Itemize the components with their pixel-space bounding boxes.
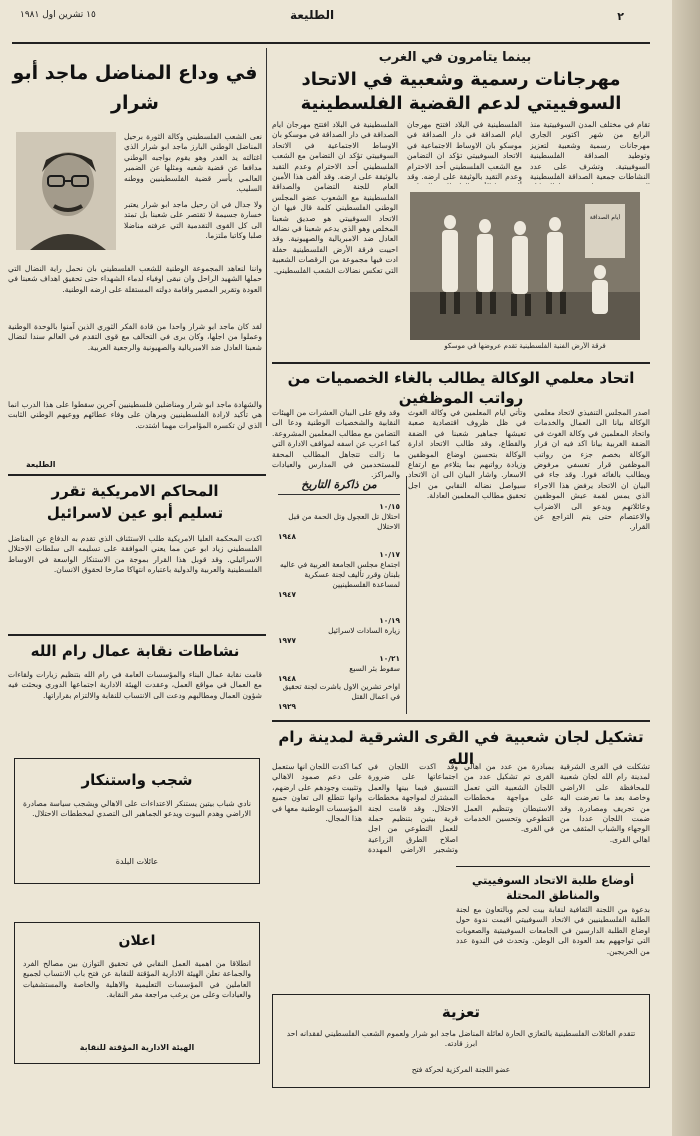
teachers-top-rule bbox=[272, 362, 650, 364]
paper-name: الطليعة bbox=[290, 8, 335, 22]
farewell-p2: ولا جدال في ان رحيل ماجد ابو شرار يعتبر خسارة جسيمة لا تقتصر على شعبنا بل تمتد الى كل القوى التقدمية التي عرفته مناضلا صلبا وكاتبا ملتزما. bbox=[124, 200, 262, 241]
history-date-4: ١٠/٢١ bbox=[379, 654, 400, 663]
condolence-signature: عضو اللجنة المركزية لحركة فتح bbox=[411, 1065, 511, 1074]
teachers-col3: وقد وقع على البيان العشرات من الهيئات النقابية والشخصيات الوطنية ودعا الى التضامن مع مطالب المعلمين المشروعة. كما اعرب عن اسفه لمواقف الادارة التي ما زالت تتجاهل المطالب المحقة للمستخدمين في المدارس والعيادات والمراكز. bbox=[272, 408, 400, 480]
union-top-rule bbox=[8, 634, 266, 636]
history-date-2: ١٠/١٧ bbox=[379, 550, 400, 559]
history-date-3: ١٠/١٩ bbox=[379, 616, 400, 625]
farewell-p3: واننا لنعاهد المجموعة الوطنية للشعب الفلسطيني بان نحمل راية النضال التي حملها الشهيد الراحل وان نبقى اوفياء لدماء الشهداء حتى تحقيق اهداف شعبنا في العودة وتقرير المصير واقامة دولته المستقلة على ارضه الوطنية. bbox=[8, 264, 262, 294]
courts-text: اكدت المحكمة العليا الامريكية طلب الاستئناف الذي تقدم به الدفاع عن المناضل الفلسطيني زياد ابو عين مما يعني الموافقة على تسليمه الى سلطات الاحتلال الاسرائيلي. وقد قوبل هذا القرار بموجة من الاستنكار الواسعة في الاوساط الفلسطينية والعربية والدولية باعتباره انتهاكا صارخا لحقوق الانسان. bbox=[8, 534, 262, 575]
condolence-headline: تعزية bbox=[441, 1003, 481, 1021]
issue-date: ١٥ تشرين أول ١٩٨١ bbox=[20, 10, 96, 20]
announcement-box bbox=[14, 922, 260, 1064]
portrait-illustration bbox=[16, 132, 116, 250]
committees-article bbox=[272, 726, 650, 856]
students-headline: أوضاع طلبة الاتحاد السوفييتي والمناطق المحتلة bbox=[472, 874, 634, 902]
history-date-1: ١٠/١٥ bbox=[379, 502, 400, 511]
committees-top-rule bbox=[272, 720, 650, 722]
committees-col2: بمبادرة من عدد من اهالي القرى تم تشكيل عدد من اللجان الشعبية التي تعمل على مواجهة مخططات الاستيطان وتنظيم العمل التطوعي وتحسين الخدمات في القرى. bbox=[464, 762, 554, 834]
union-headline: نشاطات نقابة عمال رام الله bbox=[30, 642, 240, 660]
teachers-headline: اتحاد معلمي الوكالة يطالب بالغاء الخصميات من رواتب الموظفين bbox=[287, 369, 635, 407]
festival-col1: تقام في مختلف المدن السوفييتية منذ الرابع من شهر اكتوبر الجاري مهرجانات رسمية وشعبية لتعزيز وتوطيد الصداقة الفلسطينية السوفييتية. وتشرف على عدد النشاطات جمعية الصداقة الفلسطينية bbox=[530, 120, 650, 182]
courts-headline: المحاكم الامريكية تقرر تسليم أبو عين لاسرائيل bbox=[46, 482, 224, 522]
photo-sign bbox=[585, 204, 625, 258]
history-year-4: ١٩٤٨ bbox=[278, 674, 297, 683]
history-entry-3 bbox=[278, 616, 400, 646]
condolence-text: تتقدم العائلات الفلسطينية بالتعازي الحارة لعائلة المناضل ماجد ابو شرار ولعموم الشعب الفلسطيني لفقدانه احد ابرز قادته. bbox=[286, 1029, 636, 1049]
farewell-p5: والشهادة ماجد ابو شرار ومناضلين فلسطينيين آخرين سقطوا على هذا الدرب انما هي تأكيد لارادة الفلسطينيين وبرهان على وفاء عطائهم ووعيهم الوطني الثابت الذي لن تكسره المؤامرات مهما اشتدت. bbox=[8, 400, 262, 430]
students-text: بدعوة من اللجنة الثقافية لنقابة بيت لحم وبالتعاون مع لجنة الطلبة الفلسطينيين في الاتحاد السوفييتي اقيمت ندوة حول اوضاع الطلبة الدارسين في الجامعات السوفييتية والصعوبات التي تواجههم بعد العودة الى الوطن. وتحدث في الندوة عدد من الخريجين. bbox=[456, 905, 650, 956]
page-header bbox=[0, 0, 672, 44]
festival-col3: الفلسطينية في البلاد افتتح مهرجان ايام الصداقة في دار الصداقة في موسكو بان الاوساط الاجتماعية في الاتحاد السوفييتي تؤكد ان التضامن مع الشعب الفلسطيني أحد الاحترام وعدم التقيد بالوثيقة على ارضه. وقد ألقى هذا الأمين العام للجنة التضامن والصداقة الفلسطينية مع الشعوب عضو المجلس الوطني الفلسطيني كلمة قال فيها ان الاتحاد السوفييتي هو صديق شعبنا المخلص وهو الذي يدعم شعبنا في نضاله العادل ضد الامبريالية والصهيونية. وقد احييت فرقة الأرض الفلسطينية حفلة ادت فيها مجموعة من الرقصات الشعبية التي تعكس نضالات الشعب الفلسطيني. bbox=[272, 120, 398, 275]
history-entry-1 bbox=[278, 502, 400, 542]
farewell-p1: نعى الشعب الفلسطيني وكالة الثورة برحيل المناضل الوطني البارز ماجد ابو شرار الذي اغتالته يد الغدر وهو يقوم بواجبه الوطني مدافعا عن قضية شعبه ومثلها عن الضمير العالمي يأسر قضية الفلسطينيين ووطنه السليب. bbox=[124, 132, 262, 194]
history-year-2: ١٩٤٧ bbox=[278, 590, 297, 599]
condemnation-box bbox=[14, 758, 260, 884]
festival-photo-sign: أيام الصداقة bbox=[589, 214, 621, 221]
condemnation-signature: عائلات البلدة bbox=[115, 857, 159, 866]
farewell-article bbox=[8, 50, 262, 480]
history-year-5: ١٩٢٩ bbox=[278, 702, 297, 711]
festival-caption: فرقة الأرض الفنية الفلسطينية تقدم عروضها في موسكو bbox=[444, 342, 606, 350]
committees-col1: تشكلت في القرى الشرقية لمدينة رام الله لجان شعبية للمحافظة على الاراضي وخاصة بعد ما تعرضت اليه من تجريف ومصادرة. وقد ضمت اللجان عددا من الوجهاء والشباب المثقف من اهالي القرى. bbox=[560, 762, 650, 844]
history-year-1: ١٩٤٨ bbox=[278, 532, 297, 541]
farewell-signature: الطليعة bbox=[26, 460, 56, 469]
committees-col3: وقد اكدت اللجان في اجتماعاتها على ضرورة التنسيق فيما بينها والعمل المشترك لمواجهة مخططات الاحتلال. وقد قامت لجنة قرية بيتين بتنظيم حملة للعمل التطوعي من اجل اصلاح الطرق الزراعية وتشجير الاراضي المهددة bbox=[368, 762, 458, 855]
page-binding-edge bbox=[672, 0, 700, 1136]
history-box bbox=[272, 476, 407, 714]
announcement-text: انطلاقا من اهمية العمل النقابي في تحقيق التوازن بين مصالح الفرد والجماعة تعلن الهيئة الادارية المؤقتة للنقابة عن فتح باب الانتساب لجميع العاملين في المؤسسات التعليمية والاهلية والخاصة والمستشفيات والعيادات وعلى من يرغب مراجعة مقر النقابة. bbox=[23, 959, 251, 1000]
teachers-col1: اصدر المجلس التنفيذي لاتحاد معلمي الوكالة بيانا الى العمال والخدمات واتحاد المعلمين في وكالة الغوث في الضفة الغربية بيانا اكد فيه ان قرار الوكالة بخصم جزء من رواتب الموظفين قرار تعسفي مرفوض ويطالب بالغائه فورا. وقد جاء في البيان ان الاتحاد يرفض هذا الاجراء الذي يمس لقمة عيش الموظفين وعائلاتهم ويدعو الى الاضراب والاعتصام حتى يتم التراجع عن القرار. bbox=[534, 408, 650, 532]
festival-headline: مهرجانات رسمية وشعبية في الاتحاد السوفييتي لدعم القضية الفلسطينية bbox=[300, 69, 622, 114]
history-year-3: ١٩٧٧ bbox=[278, 636, 297, 645]
history-text-4: سقوط بئر السبع bbox=[349, 664, 400, 673]
courts-article bbox=[8, 480, 262, 628]
festival-col2: الفلسطينية في البلاد افتتح مهرجان ايام الصداقة في دار الصداقة في موسكو بان الاوساط الاجتماعية في الاتحاد السوفييتي تؤكد ان التضامن مع الشعب الفلسطيني أحد الاحترام وعدم التقيد بالوثيقة على ارضه. وقد bbox=[407, 120, 522, 182]
farewell-p4: لقد كان ماجد ابو شرار واحدا من قادة الفكر الثوري الذين آمنوا بالوحدة الوطنية وعملوا من اجلها، وكان يرى في التحالف مع قوى التقدم في العالم سندا لنضال شعبنا العادل ضد الامبريالية والصهيونية والرجعية العربية. bbox=[8, 322, 262, 352]
history-text-1: احتلال تل العجول وتل الحمة من قبل الاحتلال bbox=[288, 512, 400, 531]
page-number: ٢ bbox=[617, 10, 624, 23]
teachers-col2: وتأتي ايام المعلمين في وكالة الغوث في ظل ظروف اقتصادية صعبة تعيشها جماهير شعبنا في الضفة والقطاع، وقد طالب الاتحاد ادارة الوكالة بتحسين اوضاع الموظفين وزيادة رواتبهم بما يتلاءم مع ارتفاع الاسعار. واشار البيان الى ان الاتحاد سيواصل نضاله النقابي من اجل تحقيق مطالب المعلمين العادلة. bbox=[408, 408, 526, 501]
history-entry-2 bbox=[278, 550, 400, 600]
committees-col4: كما اكدت اللجان انها ستعمل على دعم صمود الاهالي وتثبيت وجودهم على ارضهم، وانها تتطلع الى تعاون جميع المؤسسات الوطنية معها في هذا المجال. bbox=[272, 762, 362, 824]
header-rule bbox=[12, 42, 650, 44]
history-headline: من ذاكرة التاريخ bbox=[278, 478, 400, 495]
union-text: قامت نقابة عمال البناء والمؤسسات العامة في رام الله بتنظيم زيارات ولقاءات مع العمال في مواقع العمل، وعقدت الهيئة الادارية اجتماعها الدوري وبحثت فيه شؤون العمال ومطالبهم ودعت الى الانتساب للنقابة والالتزام بقراراتها. bbox=[8, 670, 262, 700]
announcement-headline: اعلان bbox=[118, 933, 156, 949]
farewell-headline: في وداع المناضل ماجد أبو شرار bbox=[12, 62, 258, 114]
students-article bbox=[456, 866, 650, 989]
festival-article bbox=[272, 50, 650, 360]
history-text-3: زيارة السادات لاسرائيل bbox=[328, 626, 400, 635]
history-entry-4 bbox=[278, 654, 400, 684]
festival-kicker: بينما يتآمرون في الغرب bbox=[378, 50, 532, 65]
condolence-box bbox=[272, 994, 650, 1088]
history-entry-5 bbox=[278, 682, 400, 712]
condemnation-headline: شجب واستنكار bbox=[81, 771, 193, 789]
courts-top-rule bbox=[8, 474, 266, 476]
union-article bbox=[8, 640, 262, 750]
committees-headline: تشكيل لجان شعبية في القرى الشرقية لمدينة رام الله bbox=[278, 728, 644, 768]
condemnation-text: نادي شباب بيتين يستنكر الاعتداءات على الاهالي ويشجب سياسة مصادرة الاراضي وهدم البيوت ويدعو الجماهير الى التصدي لمخططات الاحتلال. bbox=[23, 799, 251, 819]
history-text-2: اجتماع مجلس الجامعة العربية في عاليه بلبنان وقرر تأليف لجنة عسكرية لمساعدة الفلسطينيين bbox=[280, 560, 400, 589]
top-column-divider bbox=[266, 48, 267, 426]
history-text-5: اواخر تشرين الاول باشرت لجنة تحقيق في اعمال القتل bbox=[282, 682, 400, 701]
portrait-photo bbox=[16, 132, 116, 250]
announcement-signature: الهيئة الادارية المؤقتة للنقابة bbox=[79, 1043, 195, 1052]
